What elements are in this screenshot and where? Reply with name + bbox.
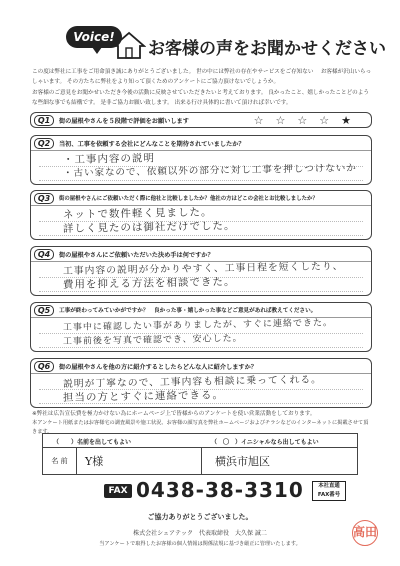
question-badge: Q4 xyxy=(34,249,54,260)
note-line: 本アンケート用紙またはお客様宅の調査風景や施工状況、お客様の顔写真を弊社ホームページおよびチラシなどのインターネットに掲載させて頂きます。 xyxy=(32,420,369,435)
option-name[interactable]: （ ）名前を出してもよい xyxy=(53,439,132,446)
question-text: 街の屋根やさんにご依頼いただいた決め手は何ですか？ xyxy=(59,252,214,259)
question-badge: Q1 xyxy=(34,115,54,126)
stamp-seal: 高田 xyxy=(352,520,378,546)
option-initial[interactable]: （ 〇 ）イニシャルなら出してもよい xyxy=(211,439,319,446)
rating-stars xyxy=(254,114,363,127)
star-filled-icon: ★ xyxy=(341,114,363,127)
voice-bubble: Voice! xyxy=(66,26,122,48)
question-1 xyxy=(30,112,372,128)
customer-city: 横浜市旭区 xyxy=(215,455,270,468)
star-icon: ☆ xyxy=(253,114,276,127)
answer-line: 工事前後を写真で確認でき、安心した。 xyxy=(62,333,243,347)
question-4 xyxy=(30,246,372,296)
question-badge: Q3 xyxy=(34,193,54,204)
footer-company: 株式会社シェアテック 代表取締役 大久保 誠二 xyxy=(133,530,267,537)
house-icon xyxy=(112,30,146,60)
question-text: 当初、工事を依頼する会社にどんなことを期待されていましたか？ xyxy=(59,141,245,148)
question-5 xyxy=(30,302,372,352)
answer-line: 費用を抑える方法を相談できた。 xyxy=(62,275,236,291)
fax-number[interactable]: 0438-38-3310 xyxy=(136,478,304,502)
page-title: お客様の声をお聞かせください xyxy=(148,39,386,59)
question-badge: Q6 xyxy=(34,361,54,372)
footer-privacy: 当アンケートで取得したお客様の個人情報は関係法規に基づき厳正に管理いたします。 xyxy=(99,541,301,547)
question-6 xyxy=(30,358,372,408)
intro-text xyxy=(32,68,372,108)
question-text: 街の屋根やさんを５段階で評価をお願いします xyxy=(59,118,189,125)
question-text: 街の屋根やさんにご依頼いただく際に他社と比較しましたか？他社の方はどこの会社とお比較しましたか？ xyxy=(59,196,318,202)
question-badge: Q2 xyxy=(34,138,54,149)
name-label: 名 前 xyxy=(43,448,77,474)
fax-tag: 本社直通 FAX番号 xyxy=(312,481,346,501)
intro-paragraph-1: この度は弊社に工事をご用命頂き誠にありがとうございました。 世の中には弊社の存在やサービスをご存知ない お客様が沢山いらっしゃいます。 その方たちに弊社をより知って頂くためのアンケートにご協力頂けないでしょうか。 xyxy=(32,69,372,85)
answer-line: ・古い家なので、依頼以外の部分に対し工事を押しつけないか xyxy=(62,162,357,179)
answer-line: 工事内容の説明が分かりやすく、工事日程を短くしたり、 xyxy=(62,261,344,277)
answer-line: 工事中に確認したい事がありましたが、すぐに連絡できた。 xyxy=(62,318,334,333)
fax-label: FAX xyxy=(104,484,132,498)
footer-thanks: ご協力ありがとうございました。 xyxy=(147,513,253,521)
note-line: ※弊社は広告宣伝費を極力かけない為にホームページ上で皆様からのアンケートを使い営業活動をしております。 xyxy=(32,411,316,417)
answer-line: ネットで数件軽く見ました。 xyxy=(62,206,213,221)
question-text: 工事が終わってみていかがですか？ 良かった事・嬉しかった事などご意見があれば教えてください。 xyxy=(59,308,317,314)
intro-paragraph-2: お客様のご意見をお聞かせいただき今後の活動に反映させていただきたいと考えております。 良かったこと、嬉しかったことどのような些細な事でも結構です。 是非ご協力お願い致します。 出来る行け具体的に書いて頂ければ幸いです。 xyxy=(32,90,369,106)
answer-line: 説明が丁寧なので、工事内容も相談に乗ってくれる。 xyxy=(62,374,323,390)
question-2 xyxy=(30,135,372,185)
answer-line: 詳しく見たのは御社だけでした。 xyxy=(62,219,236,235)
star-icon: ☆ xyxy=(297,114,320,127)
question-text: 街の屋根やさんを他の方に紹介するとしたらどんな人に紹介しますか？ xyxy=(59,364,257,371)
answer-line: ・工事内容の説明 xyxy=(62,152,156,166)
name-table xyxy=(42,433,358,475)
customer-name: Y様 xyxy=(85,455,104,468)
question-badge: Q5 xyxy=(34,305,54,316)
answer-line: 担当の方とすぐに連絡できる。 xyxy=(62,389,225,404)
star-icon: ☆ xyxy=(275,114,298,127)
question-3 xyxy=(30,190,372,240)
star-icon: ☆ xyxy=(319,114,342,127)
header xyxy=(0,0,400,70)
